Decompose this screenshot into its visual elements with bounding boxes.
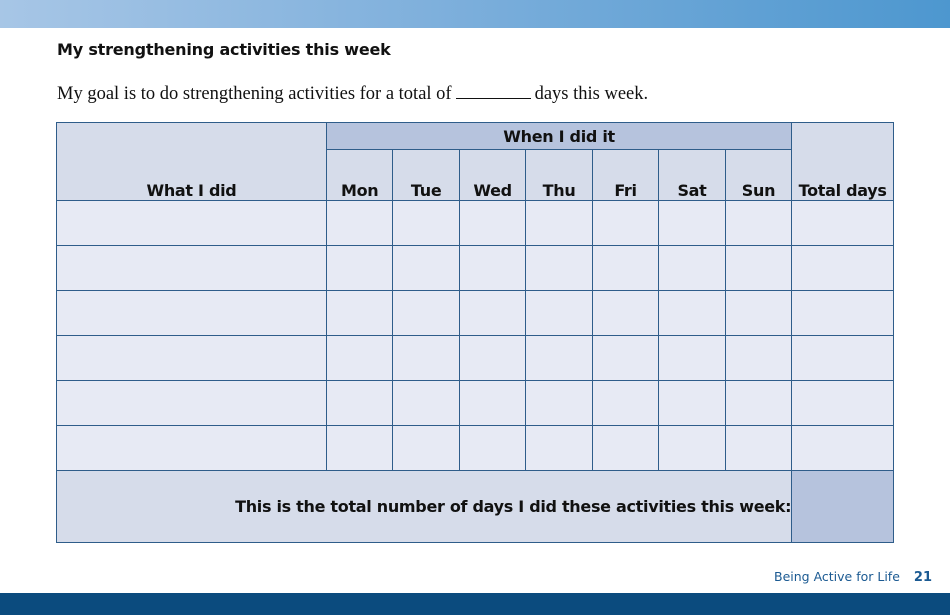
total-days-cell[interactable] (792, 246, 894, 291)
day-cell-fri[interactable] (592, 381, 658, 426)
activity-log-table (56, 122, 894, 543)
page-footer (774, 569, 932, 585)
day-cell-wed[interactable] (459, 246, 525, 291)
day-cell-sat[interactable] (659, 291, 725, 336)
what-i-did-cell[interactable] (57, 336, 327, 381)
day-cell-tue[interactable] (393, 291, 459, 336)
day-cell-tue[interactable] (393, 426, 459, 471)
day-header-tue: Tue (393, 150, 459, 201)
goal-days-blank[interactable] (456, 84, 531, 99)
day-cell-wed[interactable] (459, 381, 525, 426)
day-cell-mon[interactable] (326, 381, 392, 426)
day-cell-mon[interactable] (326, 291, 392, 336)
day-cell-tue[interactable] (393, 336, 459, 381)
day-cell-wed[interactable] (459, 336, 525, 381)
day-cell-fri[interactable] (592, 336, 658, 381)
activity-row (57, 246, 894, 291)
total-days-cell[interactable] (792, 291, 894, 336)
day-cell-thu[interactable] (526, 336, 592, 381)
header-band (0, 0, 950, 28)
day-cell-mon[interactable] (326, 336, 392, 381)
section-heading: My strengthening activities this week (57, 40, 391, 59)
goal-suffix: days this week. (534, 84, 649, 104)
day-cell-mon[interactable] (326, 201, 392, 246)
day-cell-fri[interactable] (592, 426, 658, 471)
total-days-label: This is the total number of days I did these activities this week: (57, 471, 792, 543)
day-header-fri: Fri (592, 150, 658, 201)
day-header-mon: Mon (326, 150, 392, 201)
goal-prefix: My goal is to do strengthening activities for a total of (57, 84, 452, 104)
day-header-wed: Wed (459, 150, 525, 201)
goal-statement (57, 84, 648, 105)
day-cell-thu[interactable] (526, 381, 592, 426)
day-cell-thu[interactable] (526, 201, 592, 246)
day-cell-sun[interactable] (725, 381, 792, 426)
day-cell-wed[interactable] (459, 426, 525, 471)
day-cell-thu[interactable] (526, 291, 592, 336)
activity-row (57, 291, 894, 336)
day-cell-sun[interactable] (725, 291, 792, 336)
total-days-header: Total days (792, 123, 894, 201)
day-cell-tue[interactable] (393, 381, 459, 426)
activity-rows (57, 201, 894, 471)
what-i-did-cell[interactable] (57, 246, 327, 291)
activity-row (57, 426, 894, 471)
activity-row (57, 381, 894, 426)
day-cell-thu[interactable] (526, 426, 592, 471)
total-days-cell[interactable] (792, 336, 894, 381)
day-cell-fri[interactable] (592, 246, 658, 291)
day-cell-mon[interactable] (326, 246, 392, 291)
what-i-did-cell[interactable] (57, 291, 327, 336)
total-days-cell[interactable] (792, 201, 894, 246)
bottom-band (0, 593, 950, 615)
day-cell-fri[interactable] (592, 201, 658, 246)
day-cell-sat[interactable] (659, 381, 725, 426)
day-cell-sun[interactable] (725, 246, 792, 291)
day-cell-tue[interactable] (393, 246, 459, 291)
day-cell-sat[interactable] (659, 246, 725, 291)
day-cell-sun[interactable] (725, 336, 792, 381)
total-days-cell[interactable] (792, 381, 894, 426)
what-i-did-cell[interactable] (57, 201, 327, 246)
activity-row (57, 201, 894, 246)
activity-row (57, 336, 894, 381)
total-days-answer-box[interactable] (792, 471, 894, 543)
day-cell-thu[interactable] (526, 246, 592, 291)
day-cell-sat[interactable] (659, 426, 725, 471)
total-days-cell[interactable] (792, 426, 894, 471)
total-row (57, 471, 894, 543)
day-cell-sat[interactable] (659, 336, 725, 381)
day-cell-mon[interactable] (326, 426, 392, 471)
day-header-thu: Thu (526, 150, 592, 201)
day-header-sun: Sun (725, 150, 792, 201)
page-number: 21 (913, 570, 932, 585)
day-cell-tue[interactable] (393, 201, 459, 246)
what-i-did-header: What I did (57, 123, 327, 201)
what-i-did-cell[interactable] (57, 381, 327, 426)
day-cell-fri[interactable] (592, 291, 658, 336)
what-i-did-cell[interactable] (57, 426, 327, 471)
day-cell-wed[interactable] (459, 201, 525, 246)
day-cell-sun[interactable] (725, 426, 792, 471)
day-header-sat: Sat (659, 150, 725, 201)
footer-title: Being Active for Life (774, 569, 900, 584)
day-cell-sun[interactable] (725, 201, 792, 246)
when-i-did-it-header: When I did it (326, 123, 791, 150)
day-cell-wed[interactable] (459, 291, 525, 336)
day-cell-sat[interactable] (659, 201, 725, 246)
